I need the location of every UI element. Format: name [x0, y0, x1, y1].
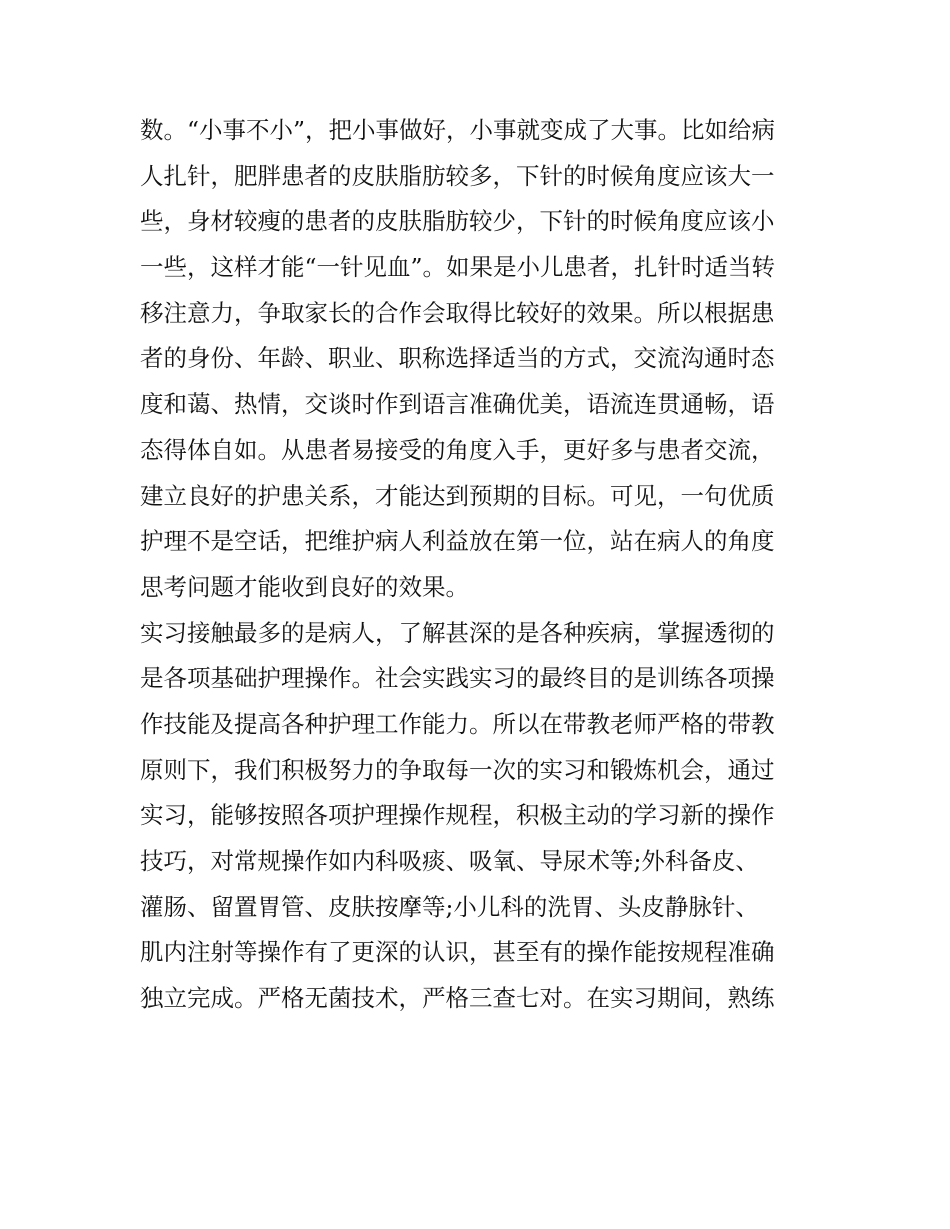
text-line: 原则下，我们积极努力的争取每一次的实习和锻炼机会，通过 — [140, 755, 775, 784]
text-line: 者的身份、年龄、职业、职称选择适当的方式，交流沟通时态 — [140, 344, 775, 373]
text-line: 肌内注射等操作有了更深的认识，甚至有的操作能按规程准确 — [140, 938, 775, 967]
text-line: 是各项基础护理操作。社会实践实习的最终目的是训练各项操 — [140, 664, 775, 693]
text-line: 技巧，对常规操作如内科吸痰、吸氧、导尿术等;外科备皮、 — [140, 847, 759, 875]
text-line: 态得体自如。从患者易接受的角度入手，更好多与患者交流， — [140, 435, 775, 464]
text-line: 些，身材较瘦的患者的皮肤脂肪较少，下针的时候角度应该小 — [140, 207, 775, 236]
text-line: 思考问题才能收到良好的效果。 — [140, 572, 469, 601]
text-line: 人扎针，肥胖患者的皮肤脂肪较多，下针的时候角度应该大一 — [140, 161, 775, 190]
text-line: 护理不是空话，把维护病人利益放在第一位，站在病人的角度 — [140, 527, 775, 556]
text-line: 独立完成。严格无菌技术，严格三查七对。在实习期间，熟练 — [140, 984, 775, 1013]
text-line: 作技能及提高各种护理工作能力。所以在带教老师严格的带教 — [140, 709, 775, 738]
text-line: 实习，能够按照各项护理操作规程，积极主动的学习新的操作 — [140, 801, 775, 830]
text-line: 实习接触最多的是病人，了解甚深的是各种疾病，掌握透彻的 — [140, 618, 775, 647]
text-line: 度和蔼、热情，交谈时作到语言准确优美，语流连贯通畅，语 — [140, 390, 775, 419]
text-line: 一些，这样才能“一针见血”。如果是小儿患者，扎针时适当转 — [140, 253, 776, 282]
text-line: 移注意力，争取家长的合作会取得比较好的效果。所以根据患 — [140, 298, 775, 327]
text-line: 建立良好的护患关系，才能达到预期的目标。可见，一句优质 — [140, 481, 775, 510]
text-line: 数。“小事不小”，把小事做好，小事就变成了大事。比如给病 — [140, 116, 776, 144]
body-text — [140, 108, 820, 1022]
text-line: 灌肠、留置胃管、皮肤按摩等;小儿科的洗胃、头皮静脉针、 — [140, 892, 759, 921]
